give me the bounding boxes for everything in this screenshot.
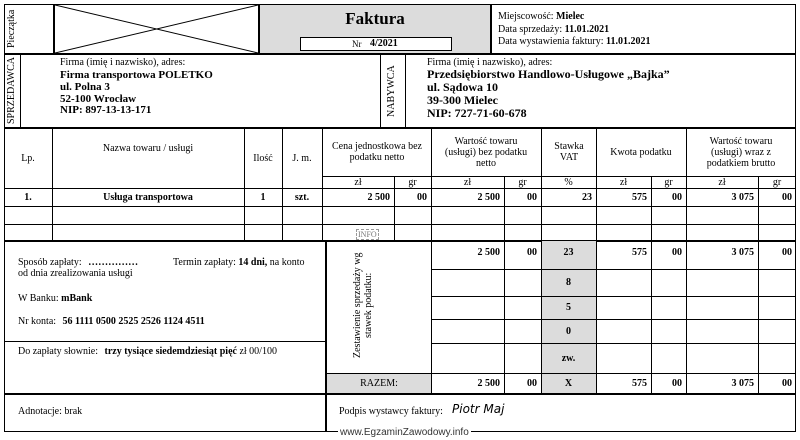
- bank-row: [18, 293, 92, 305]
- sub-zl: zł: [463, 176, 472, 188]
- buyer-nip-row: [427, 107, 527, 120]
- payment-term-value: 14 dni,: [238, 257, 268, 268]
- annotation-label: Adnotacje:: [18, 406, 62, 417]
- item-tax-zl: 575: [632, 191, 647, 203]
- bank-value: mBank: [61, 293, 93, 304]
- invoice-number-label: Nr: [352, 39, 362, 49]
- item-unit: szt.: [294, 191, 310, 203]
- buyer-city: 39-300 Mielec: [427, 93, 498, 107]
- total-label: RAZEM:: [360, 377, 398, 389]
- summary-rate: 23: [563, 246, 574, 258]
- item-name: Usługa transportowa: [103, 191, 193, 203]
- total-net-gr: 00: [527, 377, 537, 389]
- signature-label: Podpis wystawcy faktury:: [339, 406, 443, 417]
- payment-term-suffix: na konto: [269, 257, 305, 268]
- sub-gr: gr: [408, 176, 417, 188]
- sub-gr: gr: [518, 176, 527, 188]
- amount-words-label: Do zapłaty słownie:: [18, 346, 98, 357]
- stamp-cross-box: [54, 4, 259, 54]
- place-row: [498, 11, 584, 23]
- amount-words-value: trzy tysiące siedemdziesiąt pięć: [104, 346, 237, 357]
- issue-date-label: Data wystawienia faktury:: [498, 36, 604, 47]
- item-price-gr: 00: [417, 191, 427, 203]
- item-price-zl: 2 500: [367, 191, 390, 203]
- seller-city: 52-100 Wrocław: [60, 93, 137, 105]
- total-gross-gr: 00: [782, 377, 792, 389]
- col-unit: J. m.: [292, 152, 312, 164]
- item-tax-gr: 00: [672, 191, 682, 203]
- item-net-gr: 00: [527, 191, 537, 203]
- seller-name: Firma transportowa POLETKO: [60, 69, 213, 81]
- sub-gr: gr: [664, 176, 673, 188]
- item-qty: 1: [260, 191, 266, 203]
- col-gross-value: Wartość towaru (usługi) wraz z podatkiem brutto: [706, 135, 776, 169]
- seller-header: Firma (imię i nazwisko), adres:: [60, 57, 186, 68]
- item-vat: 23: [582, 191, 592, 203]
- invoice-number-value: 4/2021: [370, 38, 398, 49]
- col-name: Nazwa towaru / usługi: [102, 142, 194, 154]
- annotation-value: brak: [64, 406, 83, 417]
- cross-mark: [55, 5, 258, 53]
- sub-gr: gr: [772, 176, 782, 188]
- footer-url[interactable]: www.EgzaminZawodowy.info: [340, 427, 469, 438]
- summary-gross-gr: 00: [782, 246, 792, 258]
- summary-tax-zl: 575: [632, 246, 647, 258]
- buyer-name: Przedsiębiorstwo Handlowo-Usługowe „Bajka”: [427, 67, 670, 81]
- place-value: Mielec: [556, 11, 585, 22]
- bank-label: W Banku:: [18, 293, 59, 304]
- summary-rate: 8: [566, 277, 571, 288]
- summary-rate: 0: [566, 325, 571, 337]
- issue-date-value: 11.01.2021: [606, 36, 651, 47]
- sale-date-row: [498, 24, 609, 36]
- summary-tax-gr: 00: [672, 246, 682, 258]
- issue-date-row: [498, 36, 650, 48]
- annotation-row: [18, 406, 82, 418]
- total-rate: X: [564, 377, 573, 389]
- col-unit-price: Cena jednostkowa bez podatku netto: [332, 141, 422, 163]
- sub-pct: %: [564, 176, 573, 188]
- col-lp: Lp.: [21, 152, 35, 164]
- place-label: Miejscowość:: [498, 11, 554, 22]
- payment-term-label: Termin zapłaty:: [173, 257, 236, 268]
- seller-street: ul. Polna 3: [60, 81, 110, 93]
- col-net-value: Wartość towaru (usługi) bez podatku netto: [444, 135, 528, 169]
- summary-net-gr: 00: [527, 246, 537, 258]
- payment-method-label: Sposób zapłaty:: [18, 257, 82, 268]
- summary-rate: 5: [566, 302, 571, 313]
- amount-words-row: [18, 346, 277, 358]
- buyer-nip-label: NIP:: [427, 106, 452, 120]
- buyer-header: Firma (imię i nazwisko), adres:: [427, 57, 553, 68]
- summary-net-zl: 2 500: [477, 246, 500, 258]
- item-gross-zl: 3 075: [731, 191, 754, 203]
- sub-zl: zł: [354, 176, 362, 188]
- item-gross-gr: 00: [782, 191, 792, 203]
- invoice-title: Faktura: [345, 9, 405, 28]
- total-tax-gr: 00: [672, 377, 682, 389]
- col-qty: Ilość: [253, 152, 273, 164]
- buyer-side-label: NABYWCA: [386, 65, 397, 117]
- payment-method-value: ……………: [88, 257, 139, 268]
- seller-nip-label: NIP:: [60, 104, 83, 116]
- summary-rate: zw.: [561, 352, 576, 364]
- sale-date-label: Data sprzedaży:: [498, 24, 563, 35]
- total-net-zl: 2 500: [477, 377, 500, 389]
- amount-words-suffix: zł 00/100: [239, 346, 277, 357]
- sale-date-value: 11.01.2021: [564, 24, 610, 35]
- total-tax-zl: 575: [632, 377, 647, 389]
- sub-zl: zł: [619, 176, 628, 188]
- item-net-zl: 2 500: [477, 191, 500, 203]
- signature-value: Piotr Maj: [452, 402, 505, 416]
- account-row: [18, 316, 205, 328]
- col-vat-rate: Stawka VAT: [554, 141, 584, 163]
- payment-term-row: [173, 257, 305, 269]
- summary-gross-zl: 3 075: [731, 246, 754, 258]
- summary-side-label: Zestawienie sprzedaży wg stawek podatku:: [352, 252, 374, 358]
- seller-side-label: SPRZEDAWCA: [6, 57, 17, 125]
- item-lp: 1.: [24, 191, 32, 203]
- account-label: Nr konta:: [18, 316, 57, 327]
- payment-term-line2: od dnia zrealizowania usługi: [18, 268, 133, 279]
- total-gross-zl: 3 075: [731, 377, 754, 389]
- seller-nip: 897-13-13-171: [85, 104, 152, 116]
- watermark-info: INFO: [358, 230, 377, 239]
- buyer-nip: 727-71-60-678: [454, 106, 527, 120]
- buyer-street: ul. Sądowa 10: [427, 80, 499, 94]
- col-tax-amount: Kwota podatku: [610, 146, 672, 158]
- seller-nip-row: [60, 104, 151, 116]
- sub-zl: zł: [718, 176, 726, 188]
- account-value: 56 1111 0500 2525 2526 1124 4511: [62, 316, 205, 327]
- stamp-label: Pieczątka: [6, 9, 17, 49]
